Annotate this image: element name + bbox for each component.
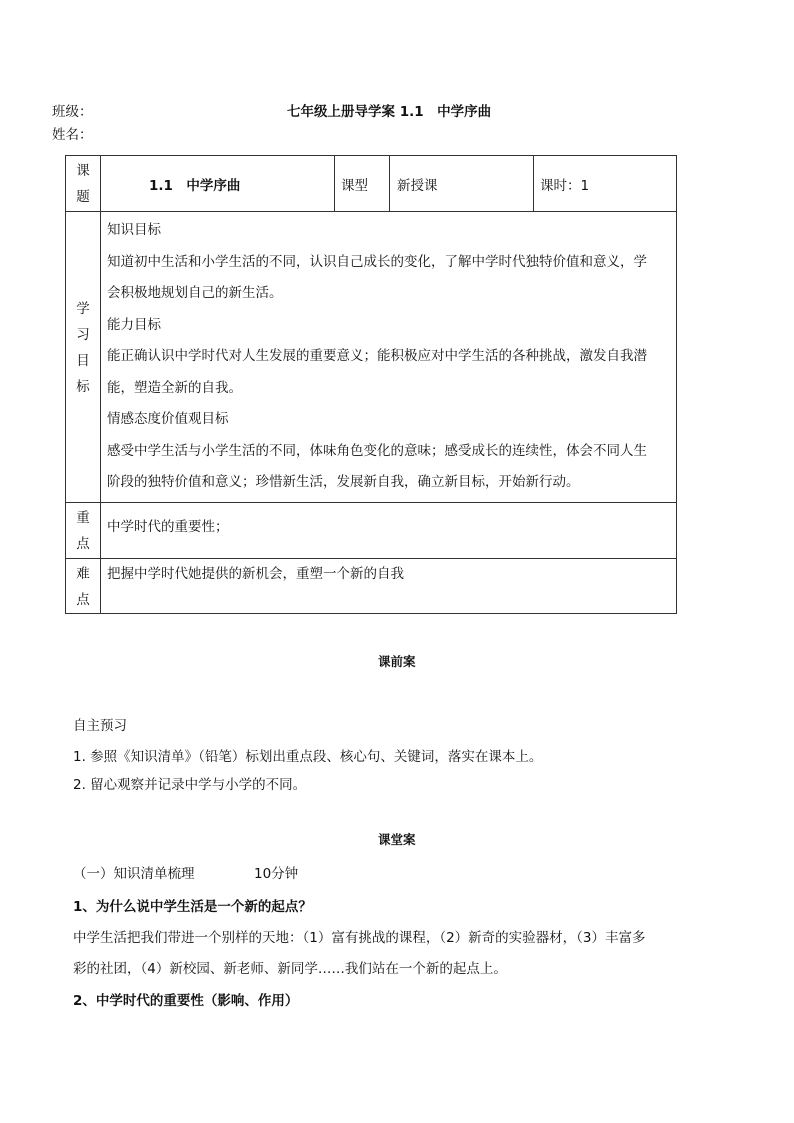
- difficulty-label-char: 点: [76, 591, 90, 608]
- objective-line: 阶段的独特价值和意义；珍惜新生活，发展新自我，确立新目标，开始新行动。: [107, 474, 580, 490]
- objectives-label-char: 标: [76, 379, 90, 395]
- key-point-value: 中学时代的重要性；: [101, 502, 677, 558]
- question-2: 2、中学时代的重要性（影响、作用）: [73, 993, 299, 1009]
- question-1-answer-line: 中学生活把我们带进一个别样的天地：（1）富有挑战的课程，（2）新奇的实验器材，（3）丰富多: [73, 930, 646, 946]
- lesson-info-table: [65, 155, 677, 614]
- type-label: 课型: [335, 156, 390, 212]
- objective-line: 能正确认识中学时代对人生发展的重要意义；能积极应对中学生活的各种挑战，激发自我潜: [107, 348, 647, 364]
- topic-label-char: 题: [76, 189, 90, 205]
- key-point-label: [66, 502, 101, 558]
- pre-class-item: 2. 留心观察并记录中学与小学的不同。: [73, 777, 307, 793]
- class-label: 班级：: [52, 104, 93, 120]
- objectives-content: [101, 212, 677, 503]
- objectives-label: [66, 212, 101, 503]
- question-1: 1、为什么说中学生活是一个新的起点？: [73, 899, 312, 915]
- key-point-label-char: 重: [76, 509, 90, 526]
- objectives-label-char: 习: [76, 327, 90, 343]
- topic-value: 1.1 中学序曲: [149, 177, 241, 194]
- objective-line: 会积极地规划自己的新生活。: [107, 285, 283, 301]
- pre-class-subheading: 自主预习: [73, 718, 127, 734]
- pre-class-heading: 课前案: [378, 654, 416, 669]
- pre-class-item: 1. 参照《知识清单》（铅笔）标划出重点段、核心句、关键词，落实在课本上。: [73, 749, 543, 765]
- objectives-label-char: 目: [76, 353, 90, 369]
- type-value: 新授课: [390, 156, 534, 212]
- page-title: 七年级上册导学案 1.1 中学序曲: [287, 104, 492, 120]
- difficulty-value: 把握中学时代她提供的新机会，重塑一个新的自我: [101, 558, 677, 613]
- difficulty-label-char: 难: [76, 565, 90, 582]
- topic-label: [66, 156, 101, 212]
- objective-line: 情感态度价值观目标: [107, 411, 229, 427]
- topic-label-char: 课: [76, 163, 90, 179]
- key-point-label-char: 点: [76, 535, 90, 552]
- topic-cell: [101, 156, 335, 212]
- in-class-heading: 课堂案: [378, 832, 416, 847]
- objective-line: 能，塑造全新的自我。: [107, 379, 242, 396]
- section-title: （一）知识清单梳理: [73, 866, 195, 882]
- objective-line: 感受中学生活与小学生活的不同，体味角色变化的意味；感受成长的连续性，体会不同人生: [107, 442, 647, 459]
- hours-value: 课时：1: [534, 156, 677, 212]
- difficulty-label: [66, 558, 101, 613]
- objective-line: 知识目标: [107, 222, 161, 238]
- name-label: 姓名：: [52, 127, 93, 143]
- objective-line: 知道初中生活和小学生活的不同，认识自己成长的变化，了解中学时代独特价值和意义，学: [107, 253, 647, 270]
- section-time: 10分钟: [254, 866, 299, 882]
- objective-line: 能力目标: [107, 316, 161, 333]
- objectives-label-char: 学: [76, 301, 90, 317]
- question-1-answer-line: 彩的社团，（4）新校园、新老师、新同学……我们站在一个新的起点上。: [73, 961, 507, 977]
